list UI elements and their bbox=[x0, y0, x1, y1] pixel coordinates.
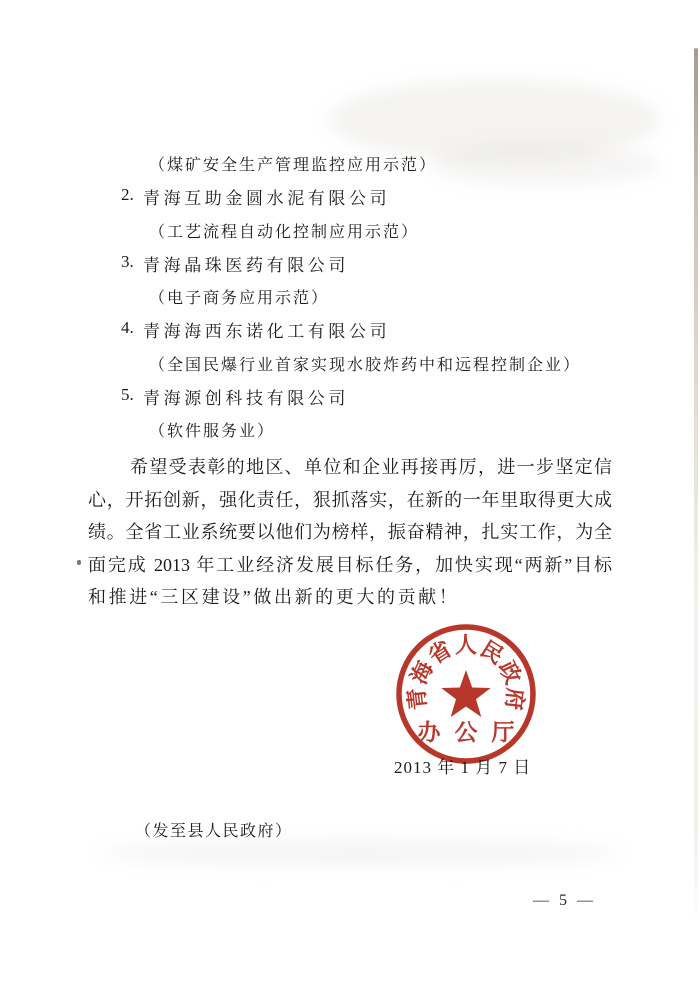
list-line bbox=[0, 147, 700, 180]
list-item-number: 4. bbox=[121, 318, 134, 338]
award-company-list bbox=[0, 147, 700, 447]
seal-ring-char: 府 bbox=[501, 686, 529, 712]
paragraph-line: 绩。全省工业系统要以他们为榜样，振奋精神，扎实工作，为全 bbox=[88, 522, 612, 543]
page-number: — 5 — bbox=[533, 892, 596, 909]
list-item-number: 5. bbox=[121, 385, 134, 405]
list-note-text: （煤矿安全生产管理监控应用示范） bbox=[149, 157, 438, 174]
distribution-note: （发至县人民政府） bbox=[135, 823, 293, 840]
list-line bbox=[0, 313, 700, 346]
list-line bbox=[0, 413, 700, 446]
seal-ring-char: 青 bbox=[403, 686, 431, 712]
seal-ring-char: 海 bbox=[405, 657, 439, 688]
star-icon bbox=[441, 670, 490, 717]
scan-smudge bbox=[100, 840, 620, 866]
list-note-text: （全国民爆行业首家实现水胶炸药中和远程控制企业） bbox=[149, 356, 582, 374]
official-seal bbox=[386, 614, 546, 774]
paragraph-line: 和推进“三区建设”做出新的更大的贡献！ bbox=[88, 587, 460, 608]
list-line bbox=[0, 280, 700, 313]
paragraph-line: 心，开拓创新，强化责任，狠抓落实，在新的一年里取得更大成 bbox=[88, 489, 612, 510]
list-note-text: （工艺流程自动化控制应用示范） bbox=[149, 223, 420, 241]
list-line bbox=[0, 380, 700, 413]
list-item-text: 青海晶珠医药有限公司 bbox=[143, 255, 349, 275]
date-text: 2013 年 1 月 7 日 bbox=[394, 758, 532, 777]
paragraph-line: 面完成 2013 年工业经济发展目标任务，加快实现“两新”目标 bbox=[88, 554, 612, 575]
seal-ring-char: 人 bbox=[454, 632, 478, 658]
paragraph-line: 希望受表彰的地区、单位和企业再接再厉，进一步坚定信 bbox=[130, 457, 612, 477]
list-note-text: （电子商务应用示范） bbox=[149, 290, 330, 308]
list-line bbox=[0, 247, 700, 280]
list-item-number: 3. bbox=[121, 251, 134, 271]
list-line bbox=[0, 347, 700, 380]
seal-graphic bbox=[386, 614, 546, 774]
scan-speck bbox=[77, 560, 81, 565]
seal-office-text: 办公厅 bbox=[417, 720, 529, 745]
list-line bbox=[0, 180, 700, 213]
seal-ring-char: 政 bbox=[493, 657, 527, 688]
seal-ring-char: 省 bbox=[424, 635, 456, 669]
seal-ring-circle bbox=[399, 627, 533, 761]
body-paragraph bbox=[88, 451, 612, 614]
list-item-text: 青海海西东诺化工有限公司 bbox=[143, 322, 391, 342]
list-note-text: （软件服务业） bbox=[149, 423, 276, 441]
list-line bbox=[0, 214, 700, 247]
seal-ring-text bbox=[404, 633, 529, 712]
list-item-number: 2. bbox=[121, 185, 134, 205]
list-item-text: 青海互助金圆水泥有限公司 bbox=[143, 189, 391, 209]
seal-ring-char: 民 bbox=[476, 635, 508, 669]
list-item-text: 青海源创科技有限公司 bbox=[143, 389, 349, 409]
